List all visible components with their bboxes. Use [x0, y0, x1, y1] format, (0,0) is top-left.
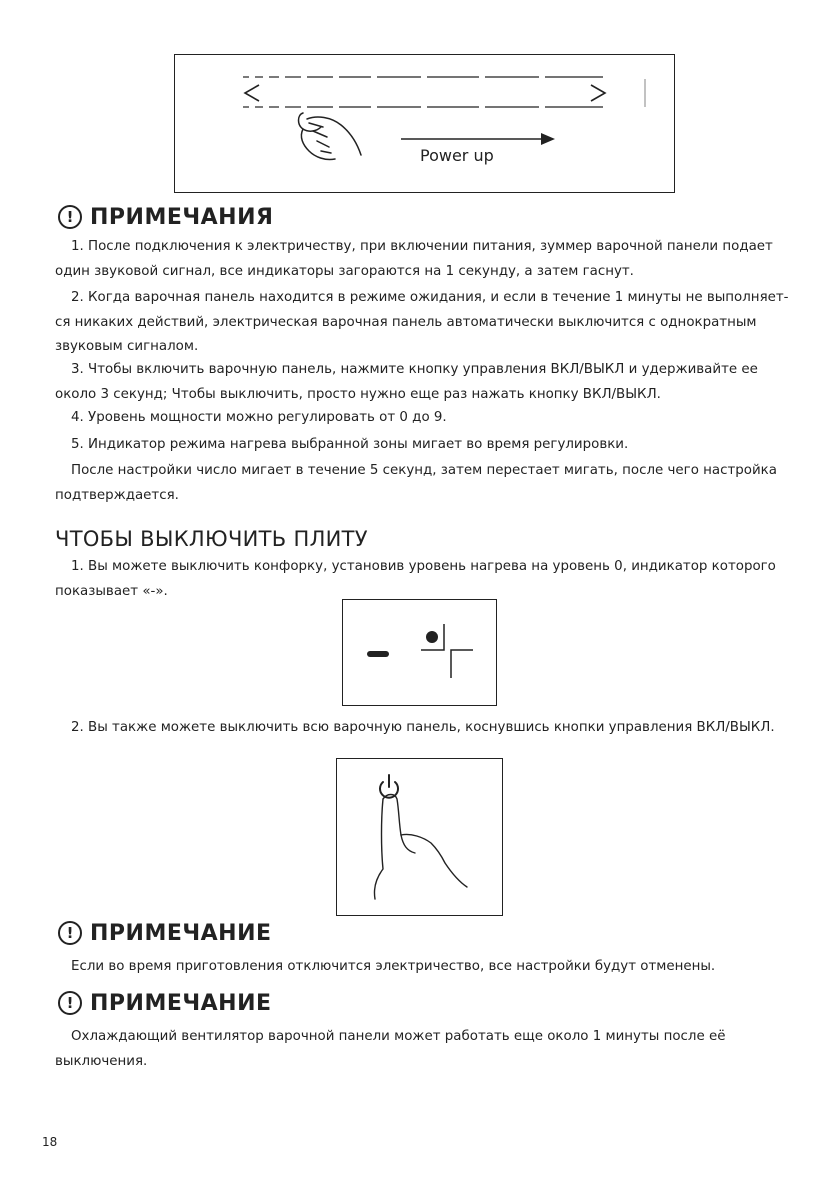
exclamation-circle-icon: !	[58, 991, 82, 1015]
notes-title: ПРИМЕЧАНИЯ	[90, 204, 274, 230]
note-3-heading	[58, 988, 272, 1018]
note-2-heading	[58, 918, 272, 948]
note-item-5: 5. Индикатор режима нагрева выбранной зоны мигает во время регулировки.	[71, 437, 629, 452]
exclamation-circle-icon: !	[58, 205, 82, 229]
dot-icon	[426, 631, 438, 643]
slider-illustration	[175, 55, 674, 192]
power-press-illustration	[337, 759, 502, 915]
page-number: 18	[42, 1135, 58, 1149]
note-item-2: 2. Когда варочная панель находится в режиме ожидания, и если в течение 1 минуты не выполняет-ся никаких действий, электрическая варочная панель автоматически выключится с однократным звуковым сигналом.	[55, 290, 789, 354]
power-up-figure	[174, 54, 675, 193]
notes-heading	[58, 202, 273, 232]
note-2-title: ПРИМЕЧАНИЕ	[90, 920, 272, 946]
arrow-right-icon	[541, 133, 555, 145]
exclamation-circle-icon: !	[58, 921, 82, 945]
note-item-1: 1. После подключения к электричеству, при включении питания, зуммер варочной панели подает один звуковой сигнал, все индикаторы загораются на 1 секунду, а затем гаснут.	[55, 239, 773, 279]
power-button-figure	[336, 758, 503, 916]
chevron-left-icon	[245, 85, 259, 101]
hand-icon	[299, 113, 362, 160]
dash-icon	[367, 651, 389, 657]
finger-icon	[374, 795, 467, 900]
note-item-6: После настройки число мигает в течение 5 секунд, затем перестает мигать, после чего настройка подтверждается.	[55, 463, 777, 503]
power-up-label: Power up	[420, 146, 494, 165]
note-2-text: Если во время приготовления отключится электричество, все настройки будут отменены.	[71, 959, 716, 974]
section-para-1: 1. Вы можете выключить конфорку, установив уровень нагрева на уровень 0, индикатор которого показывает «-».	[55, 559, 776, 599]
note-item-4: 4. Уровень мощности можно регулировать от 0 до 9.	[71, 410, 447, 425]
section-title: ЧТОБЫ ВЫКЛЮЧИТЬ ПЛИТУ	[55, 527, 368, 551]
level-zero-illustration	[343, 600, 496, 705]
section-para-2: 2. Вы также можете выключить всю варочную панель, коснувшись кнопки управления ВКЛ/ВЫКЛ.	[71, 720, 775, 735]
note-3-text: Охлаждающий вентилятор варочной панели может работать еще около 1 минуты после её выключения.	[55, 1029, 726, 1069]
note-3-title: ПРИМЕЧАНИЕ	[90, 990, 272, 1016]
level-zero-figure	[342, 599, 497, 706]
chevron-right-icon	[591, 85, 605, 101]
note-item-3: 3. Чтобы включить варочную панель, нажмите кнопку управления ВКЛ/ВЫКЛ и удерживайте ее около 3 секунд; Чтобы выключить, просто нужно еще раз нажать кнопку ВКЛ/ВЫКЛ.	[55, 362, 758, 402]
